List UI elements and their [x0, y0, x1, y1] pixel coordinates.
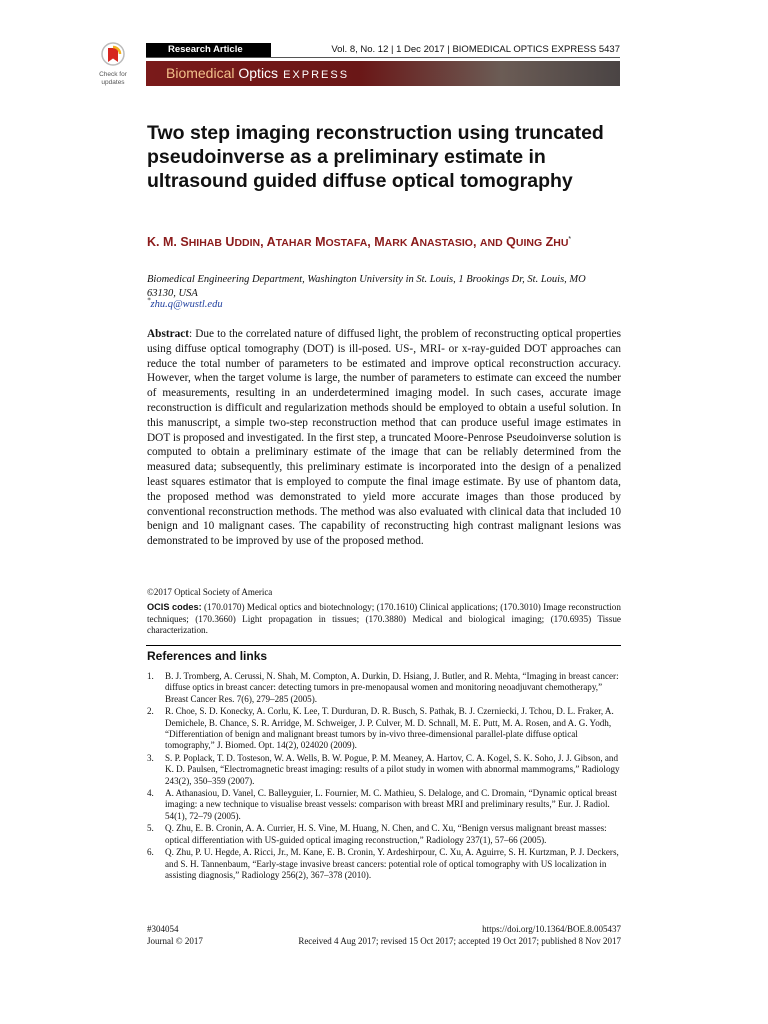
doi-link[interactable]: https://doi.org/10.1364/BOE.8.005437	[482, 924, 621, 934]
email-mark: *	[147, 296, 151, 305]
journal-name-part-c: EXPRESS	[283, 69, 350, 81]
abstract-label: Abstract	[147, 328, 190, 340]
journal-logo	[166, 65, 349, 84]
author-initials: K. M.	[147, 235, 181, 249]
reference-number: 1.	[147, 671, 154, 681]
ocis-label: OCIS codes:	[147, 602, 202, 612]
abstract-text: : Due to the correlated nature of diffused light, the problem of reconstructing optical properties using diffuse optical tomography (DOT) is ill-posed. US-, MRI- or x-ray-guided DOT approaches can reduce the total number of parameters to be estimated and improve optical reconstruction accuracy. However, when the target volume is large, the number of parameters to estimate can exceed the number of measurements, resulting in an underdetermined imaging model. In such cases, accurate image reconstruction is difficult and regularization methods should be employed to obtain a useful solution. In this manuscript, a simple two-step reconstruction method that can produce useful image estimates in DOT is proposed and investigated. In the first step, a truncated Moore-Penrose Pseudoinverse solution is computed to obtain a preliminary estimate of the image that can be reliably determined from the measured data; subsequently, this preliminary estimate is incorporated into the design of a penalized least squares estimator that is employed to compute the final image estimate. By use of phantom data, the proposed method was demonstrated to yield more accurate images than those produced by conventional reconstruction methods. The method was also evaluated with clinical data that included 10 benign and 10 malignant cases. The capability of reconstructing high contrast malignant lesions was demonstrated to be improved by use of the proposed method.	[147, 328, 621, 548]
author-first-letter: Z	[545, 235, 554, 249]
author-last-rest: DDIN	[234, 237, 261, 249]
author-first-rest: TAHAR	[275, 237, 312, 249]
publication-dates: Received 4 Aug 2017; revised 15 Oct 2017; accepted 19 Oct 2017; published 8 Nov 2017	[298, 935, 621, 946]
reference-item	[147, 823, 621, 846]
journal-name-part-a: Biomedical	[166, 65, 239, 81]
check-for-updates-badge[interactable]	[92, 42, 134, 90]
author-first-letter: S	[180, 235, 189, 249]
author-name	[480, 235, 542, 249]
author-separator: ,	[367, 235, 375, 249]
reference-list	[147, 671, 621, 882]
footer-right	[298, 924, 621, 947]
author-name	[545, 235, 572, 249]
author-first-letter: M	[374, 235, 385, 249]
affiliation: Biomedical Engineering Department, Washington University in St. Louis, 1 Brookings Dr, St. Louis, MO 63130, USA	[147, 274, 586, 299]
footer-left	[147, 924, 203, 947]
reference-number: 2.	[147, 706, 154, 717]
reference-text: A. Athanasiou, D. Vanel, C. Balleyguier, L. Fournier, M. C. Mathieu, S. Delaloge, and C. Dromain, “Dynamic optical breast imaging: a new technique to visualise breast vessels: comparison with breast MRI and preliminary results,” Eur. J. Radiol. 54(1), 72–79 (2005).	[165, 788, 617, 821]
author-separator: ,	[260, 235, 267, 249]
author-last-rest: NASTASIO	[419, 237, 473, 249]
author-first-rest: AND	[479, 237, 503, 249]
author-last-letter: U	[221, 235, 235, 249]
corresponding-email-link[interactable]: zhu.q@wustl.edu	[150, 299, 223, 310]
reference-text: Q. Zhu, E. B. Cronin, A. A. Currier, H. S. Vine, M. Huang, N. Chen, and C. Xu, “Benign versus malignant breast masses: optical differentiation with US-guided optical imaging reconstruction,” Radiology 237(1), 57–66 (2005).	[165, 823, 607, 845]
author-first-rest: HU	[553, 237, 569, 249]
copyright-notice: ©2017 Optical Society of America	[147, 587, 273, 597]
references-heading: References and links	[147, 649, 268, 663]
citation-line: Vol. 8, No. 12 | 1 Dec 2017 | BIOMEDICAL OPTICS EXPRESS 5437	[331, 44, 620, 55]
abstract	[147, 327, 621, 549]
section-divider	[146, 645, 621, 646]
author-last-letter: M	[311, 235, 326, 249]
author-name	[374, 235, 473, 249]
author-first-letter: A	[266, 235, 276, 249]
reference-text: Q. Zhu, P. U. Hegde, A. Ricci, Jr., M. Kane, E. B. Cronin, Y. Ardeshirpour, C. Xu, A. Aguirre, S. H. Kurtzman, P. J. Deckers, and S. H. Tannenbaum, “Early-stage invasive breast cancers: potential role of optical tomography with US localization in assisting diagnosis,” Radiology 256(2), 367–378 (2010).	[165, 847, 619, 880]
article-type-label: Research Article	[146, 43, 271, 57]
reference-item	[147, 788, 621, 822]
reference-item	[147, 671, 621, 705]
author-name	[267, 235, 368, 249]
manuscript-id: #304054	[147, 924, 179, 934]
author-last-letter: Q	[502, 235, 516, 249]
check-for-updates-icon	[101, 42, 125, 70]
reference-number: 6.	[147, 847, 154, 858]
reference-number: 4.	[147, 788, 154, 799]
reference-text: B. J. Tromberg, A. Cerussi, N. Shah, M. Compton, A. Durkin, D. Hsiang, J. Butler, and R. Mehta, “Imaging in breast cancer: diffuse optics in breast cancer: detecting tumors in pre-menopausal women and monitoring neoadjuvant chemotherapy,” Breast Cancer Res. 7(6), 279–285 (2005).	[165, 671, 619, 704]
reference-item	[147, 753, 621, 787]
author-list	[147, 233, 627, 252]
header-bar	[146, 43, 620, 58]
journal-banner[interactable]	[146, 61, 620, 86]
author-separator: ,	[472, 235, 480, 249]
article-title: Two step imaging reconstruction using truncated pseudoinverse as a preliminary estimate in ultrasound guided diffuse optical tomography	[147, 122, 604, 192]
corresponding-email-line	[147, 298, 223, 311]
author-last-letter: A	[407, 235, 420, 249]
reference-item	[147, 847, 621, 881]
author-first-rest: ARK	[384, 237, 408, 249]
reference-number: 3.	[147, 752, 154, 763]
author-last-rest: OSTAFA	[325, 237, 368, 249]
ocis-codes	[147, 602, 621, 637]
reference-text: R. Choe, S. D. Konecky, A. Corlu, K. Lee, T. Durduran, D. R. Busch, S. Pathak, B. J. Czerniecki, J. Tchou, D. L. Fraker, A. Demichele, B. Chance, S. R. Arridge, M. Schweiger, J. P. Culver, M. D. Schnall, M. E. Putt, M. A. Rosen, and A. G. Yodh, “Differentiation of benign and malignant breast tumors by in-vivo three-dimensional parallel-plate diffuse optical tomography,” J. Biomed. Opt. 14(2), 024020 (2009).	[165, 706, 614, 751]
author-first-rest: HIHAB	[188, 237, 222, 249]
badge-text-1: Check for	[99, 71, 127, 78]
journal-copyright: Journal © 2017	[147, 935, 203, 946]
reference-number: 5.	[147, 823, 154, 834]
ocis-text: (170.0170) Medical optics and biotechnology; (170.1610) Clinical applications; (170.3010) Image reconstruction techniques; (170.3660) Light propagation in tissues; (170.3880) Medical and biological imaging; (170.6935) Tissue characterization.	[147, 602, 621, 636]
badge-text-2: updates	[101, 79, 125, 86]
journal-name-part-b: Optics	[238, 65, 279, 81]
corresponding-author-mark: *	[568, 235, 572, 243]
reference-text: S. P. Poplack, T. D. Tosteson, W. A. Wells, B. W. Pogue, P. M. Meaney, A. Hartov, C. A. Kogel, S. K. Soho, J. J. Gibson, and K. D. Paulsen, “Electromagnetic breast imaging: results of a pilot study in women with abnormal mammograms,” Radiology 243(2), 350–359 (2007).	[165, 752, 620, 786]
author-last-rest: UING	[515, 237, 543, 249]
author-name	[147, 235, 260, 249]
reference-item	[147, 706, 621, 752]
